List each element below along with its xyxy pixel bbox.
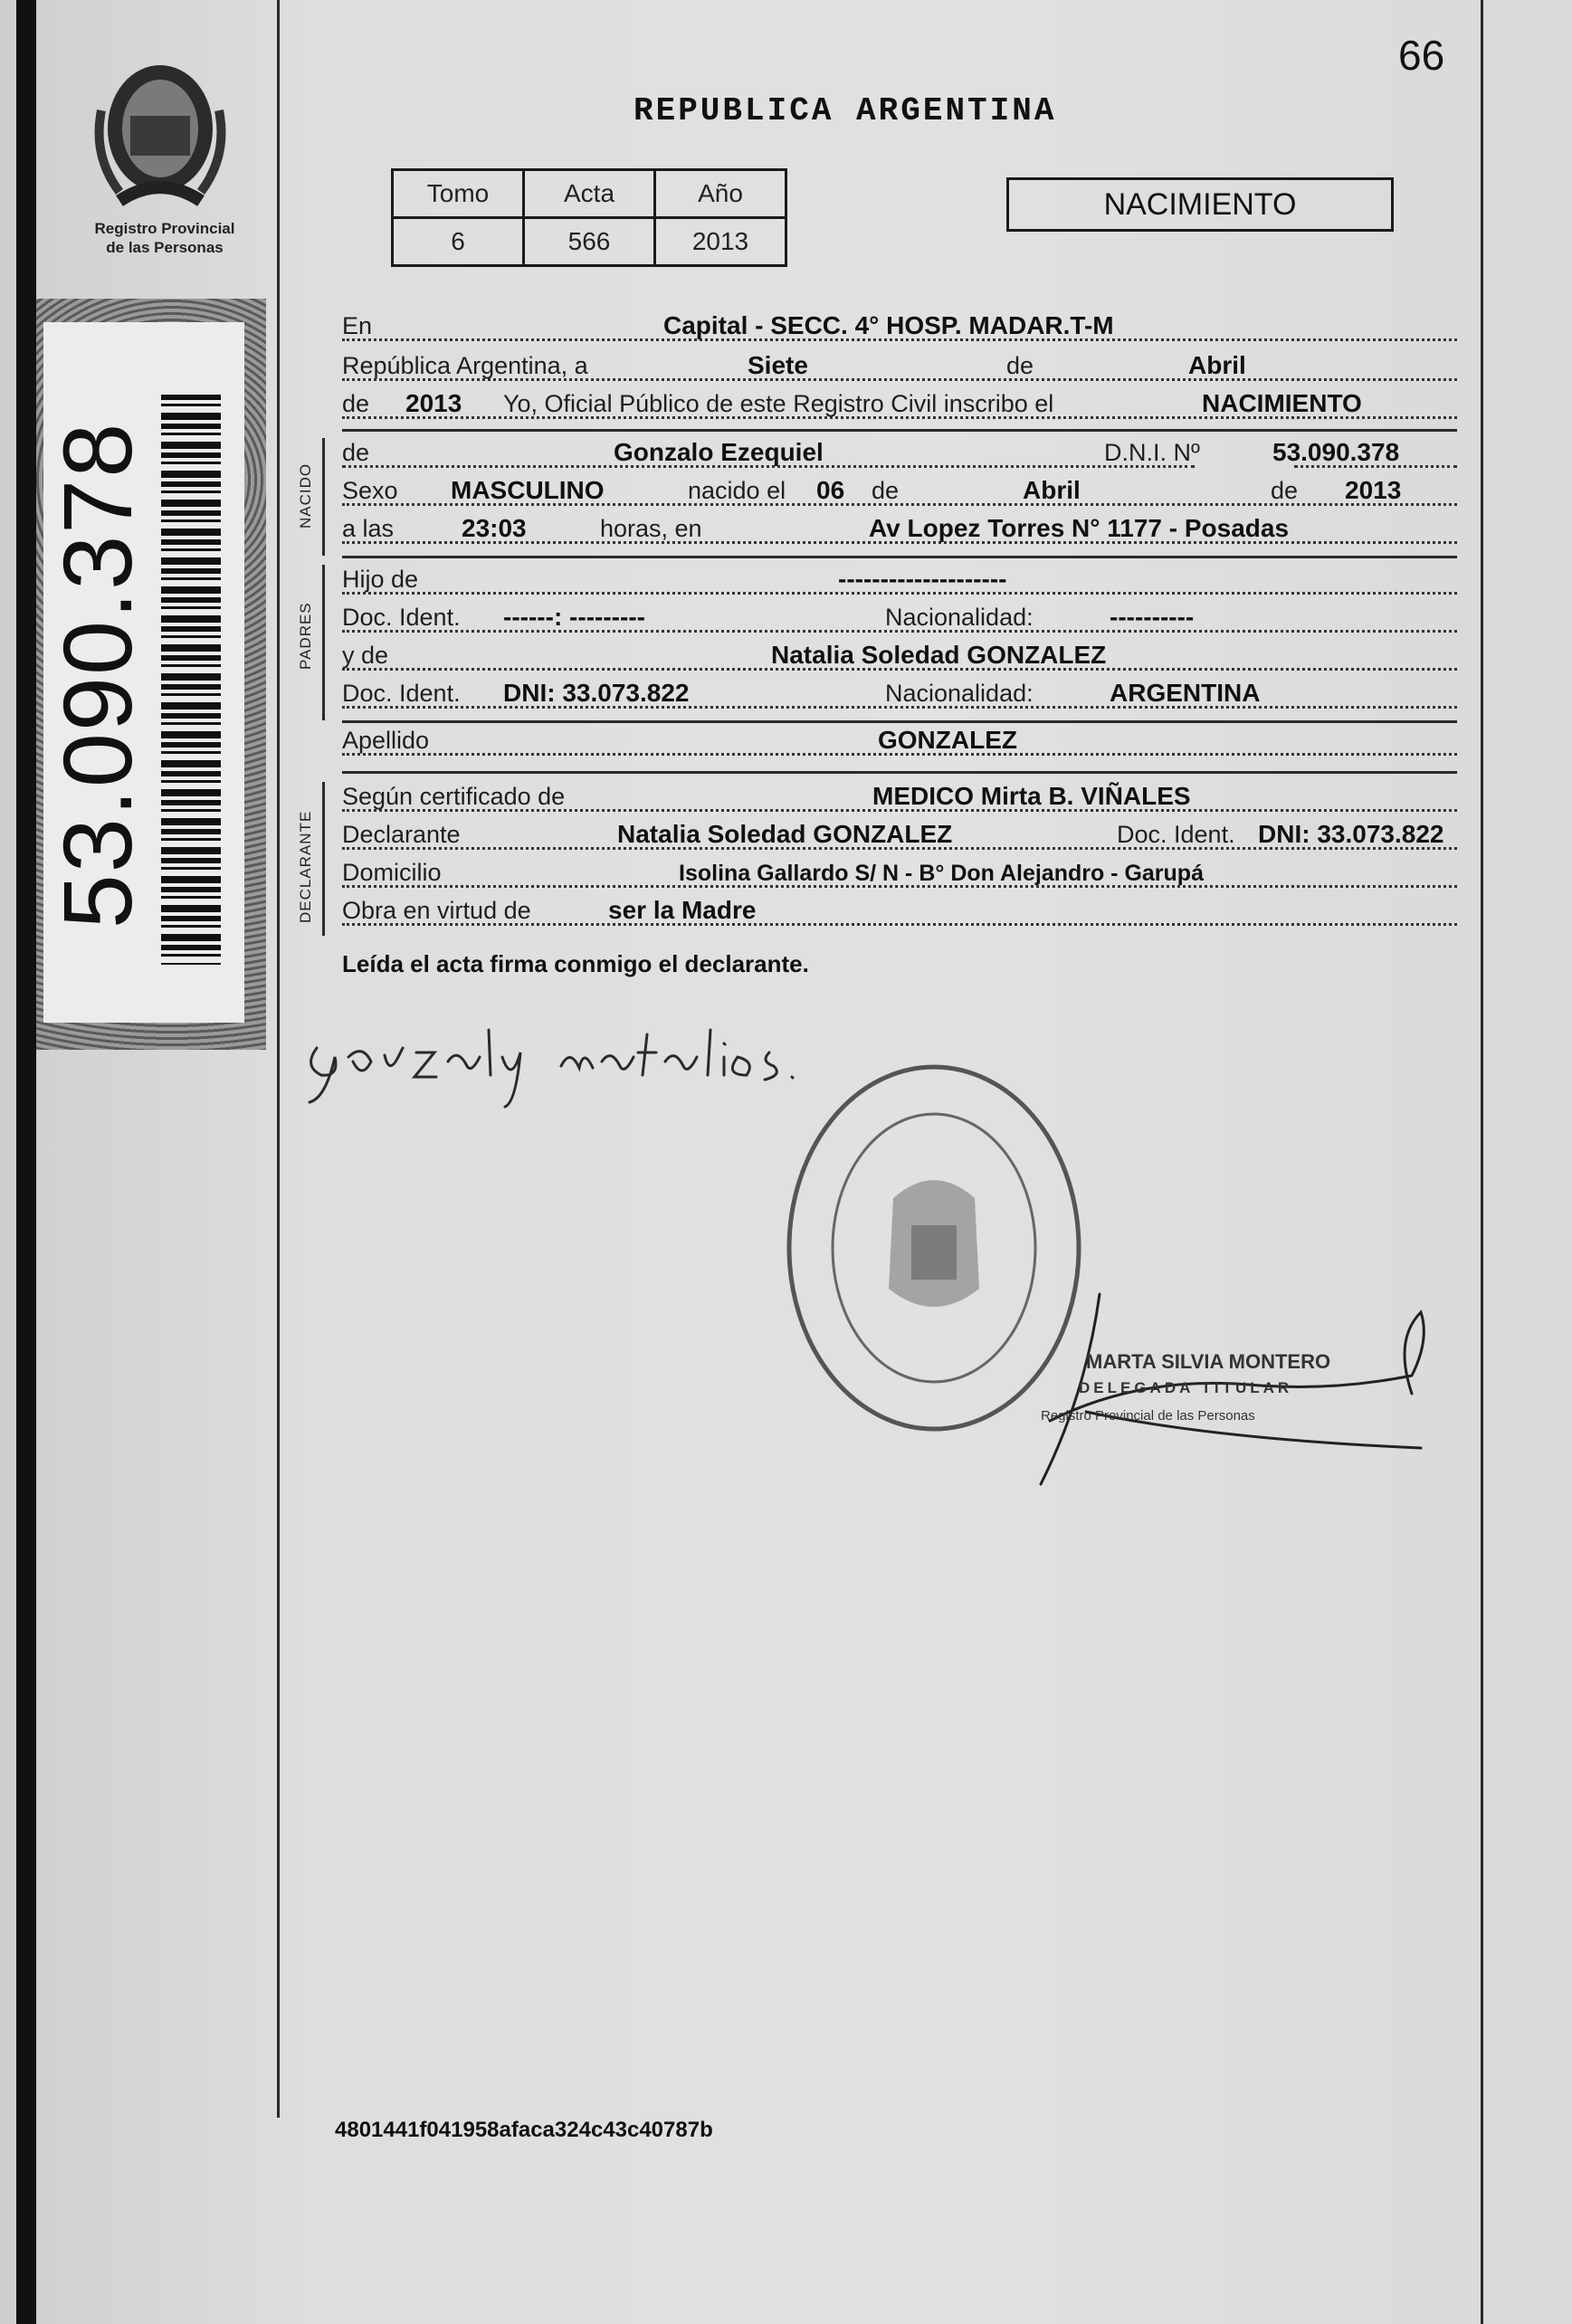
right-margin-rule	[1481, 0, 1483, 2324]
child-surname: GONZALEZ	[878, 726, 1017, 754]
ref-value-tomo: 6	[393, 218, 524, 266]
section-label-nacido: NACIDO	[297, 462, 314, 529]
ref-value-acta: 566	[524, 218, 655, 266]
registration-day: Siete	[748, 351, 808, 379]
section-label-declarante: DECLARANTE	[297, 810, 314, 923]
barcode-sticker	[36, 299, 266, 1050]
line-time-place: a las 23:03 horas, en Av Lopez Torres N° 1177 - Posadas	[342, 510, 1457, 550]
registration-month: Abril	[1188, 351, 1246, 379]
line-father: Hijo de --------------------	[342, 561, 1457, 601]
binding-edge	[16, 0, 36, 2324]
page-number: 66	[1398, 32, 1445, 79]
official-office: Registro Provincial de las Personas	[1041, 1408, 1255, 1424]
declarant-doc: DNI: 33.073.822	[1258, 820, 1444, 848]
section-label-padres: PADRES	[297, 602, 314, 670]
document-hash: 4801441f041958afaca324c43c40787b	[335, 2118, 713, 2142]
mother-doc: DNI: 33.073.822	[503, 679, 690, 707]
barcode-number: 53.090.378	[43, 421, 152, 929]
child-dni: 53.090.378	[1272, 438, 1400, 466]
province-crest-icon	[83, 56, 237, 212]
father-name: --------------------	[838, 565, 1007, 593]
certificate-issuer: MEDICO Mirta B. VIÑALES	[872, 782, 1191, 810]
child-name: Gonzalo Ezequiel	[614, 438, 824, 466]
official-name: MARTA SILVIA MONTERO	[1086, 1350, 1331, 1373]
line-capacity: Obra en virtud de ser la Madre	[342, 892, 1457, 932]
birth-year: 2013	[1345, 476, 1402, 504]
line-surname: Apellido GONZALEZ	[342, 722, 1457, 762]
mother-nationality: ARGENTINA	[1110, 679, 1261, 707]
reference-table	[391, 168, 787, 267]
barcode-icon	[161, 395, 221, 965]
line-sex-birth: Sexo MASCULINO nacido el 06 de Abril de 2013	[342, 472, 1457, 512]
registration-year: 2013	[405, 389, 462, 417]
line-en: En Capital - SECC. 4° HOSP. MADAR.T-M	[342, 308, 1457, 348]
declarant-address: Isolina Gallardo S/ N - B° Don Alejandro - Garupá	[679, 861, 1204, 886]
line-mother: y de Natalia Soledad GONZALEZ	[342, 637, 1457, 677]
closing-statement: Leída el acta firma conmigo el declarante.	[342, 950, 809, 977]
mother-name: Natalia Soledad GONZALEZ	[771, 641, 1107, 669]
registry-label: Registro Provincial de las Personas	[94, 220, 235, 256]
ref-header-tomo: Tomo	[393, 170, 524, 218]
record-type-box: NACIMIENTO	[1006, 177, 1394, 232]
birth-month: Abril	[1023, 476, 1081, 504]
line-mother-doc: Doc. Ident. DNI: 33.073.822 Nacionalidad: ARGENTINA	[342, 675, 1457, 715]
ref-header-ano: Año	[655, 170, 786, 218]
document-title: REPUBLICA ARGENTINA	[634, 92, 1057, 129]
declarant-signature	[299, 1012, 805, 1111]
birth-time: 23:03	[462, 514, 527, 542]
father-nationality: ----------	[1110, 603, 1195, 631]
inscription-type: NACIMIENTO	[1202, 389, 1362, 417]
line-date: República Argentina, a Siete de Abril	[342, 348, 1457, 387]
place-of-registry: Capital - SECC. 4° HOSP. MADAR.T-M	[663, 311, 1114, 339]
line-name: de Gonzalo Ezequiel D.N.I. Nº 53.090.378	[342, 434, 1457, 474]
father-doc: ------: ---------	[503, 603, 645, 631]
official-role: DELEGADA TITULAR	[1079, 1379, 1293, 1396]
line-certificate: Según certificado de MEDICO Mirta B. VIÑALES	[342, 778, 1457, 818]
left-margin-rule	[277, 0, 280, 2118]
line-declarant: Declarante Natalia Soledad GONZALEZ Doc. Ident. DNI: 33.073.822	[342, 816, 1457, 856]
line-father-doc: Doc. Ident. ------: --------- Nacionalidad: ----------	[342, 599, 1457, 639]
birth-place: Av Lopez Torres N° 1177 - Posadas	[869, 514, 1290, 542]
line-inscribe: de 2013 Yo, Oficial Público de este Registro Civil inscribo el NACIMIENTO	[342, 386, 1457, 425]
ref-header-acta: Acta	[524, 170, 655, 218]
line-address: Domicilio Isolina Gallardo S/ N - B° Don Alejandro - Garupá	[342, 854, 1457, 894]
birth-day: 06	[816, 476, 845, 504]
declarant-name: Natalia Soledad GONZALEZ	[617, 820, 953, 848]
ref-value-ano: 2013	[655, 218, 786, 266]
child-sex: MASCULINO	[451, 476, 605, 504]
declarant-capacity: ser la Madre	[608, 896, 757, 924]
